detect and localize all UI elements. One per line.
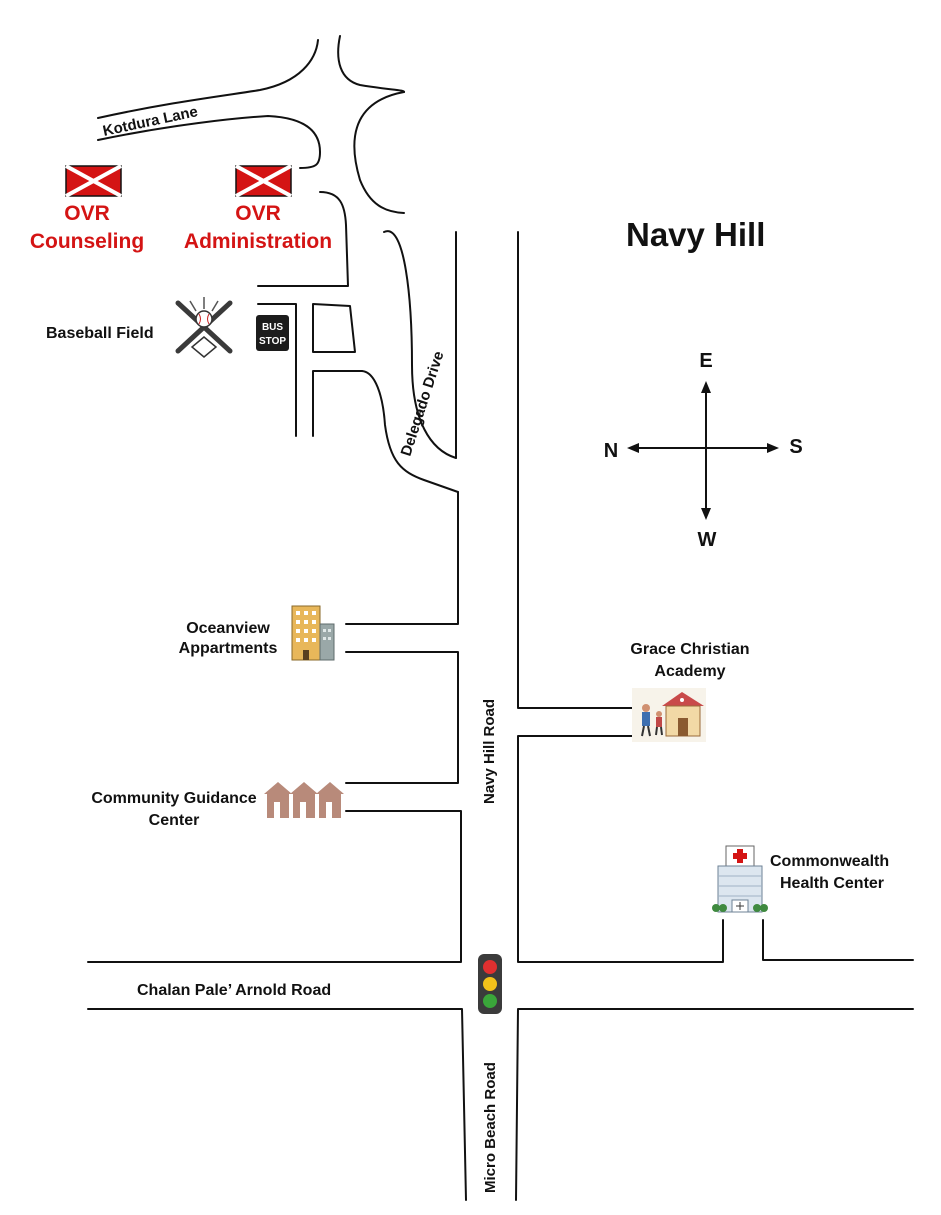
- red-x-flag-icon: [236, 166, 291, 196]
- ovr-administration-label-line2: Administration: [183, 230, 333, 253]
- compass: [604, 350, 803, 551]
- oceanview-label-line1: Oceanview: [186, 620, 270, 637]
- navy-hill-road-east-edge-top: [518, 232, 632, 708]
- community-guidance-label-line1: Community Guidance: [91, 790, 257, 807]
- chalan-road-west-south-edge: [88, 1009, 466, 1200]
- upper-road-west-edge: [338, 36, 404, 92]
- commonwealth-health-label-line1: Commonwealth: [770, 853, 890, 870]
- traffic-light-icon: [478, 954, 502, 1014]
- health-center-street: [763, 920, 913, 960]
- compass-top-label: E: [699, 350, 713, 372]
- compass-left-label: N: [603, 440, 619, 462]
- kotdura-lane-label: Kotdura Lane: [101, 103, 200, 140]
- community-guidance-label-line2: Center: [148, 812, 200, 829]
- grace-christian-label-line1: Grace Christian: [630, 641, 750, 658]
- ovr-counseling-label-line2: Counseling: [29, 230, 145, 253]
- chalan-road-east-south-edge: [516, 1009, 913, 1200]
- delegado-drive-label: Delegado Drive: [397, 349, 448, 459]
- micro-beach-road-label: Micro Beach Road: [482, 1062, 499, 1193]
- navy-hill-road-west-edge-mid: [346, 492, 458, 624]
- guidance-street: [88, 811, 461, 962]
- houses-icon: [264, 782, 344, 818]
- ovr-administration-label-line1: OVR: [235, 202, 281, 225]
- red-x-flag-icon: [66, 166, 121, 196]
- compass-arrow-down: [701, 508, 711, 520]
- academy-street: [518, 736, 723, 962]
- bus-stop-sign-icon: [256, 315, 289, 351]
- stadium-lot-north: [313, 304, 355, 352]
- road-network: [88, 36, 913, 1200]
- compass-arrow-up: [701, 381, 711, 393]
- apartment-building-icon: [292, 606, 334, 660]
- compass-arrow-right: [767, 443, 779, 453]
- map-title: Navy Hill: [626, 216, 766, 253]
- traffic-light-yellow: [483, 977, 497, 991]
- oceanview-label-line2: Appartments: [178, 640, 278, 657]
- ovr-counseling-label-line1: OVR: [64, 202, 110, 225]
- upper-road-east-edge: [354, 92, 404, 213]
- chalan-road-label: Chalan Pale’ Arnold Road: [137, 982, 332, 999]
- traffic-light-green: [483, 994, 497, 1008]
- school-icon: [632, 688, 706, 742]
- baseball-field-label: Baseball Field: [46, 325, 154, 342]
- compass-right-label: S: [789, 436, 803, 458]
- stadium-road-inner: [313, 371, 362, 436]
- baseball-icon: [178, 297, 230, 357]
- bus-stop-label-line1: BUS: [261, 322, 284, 333]
- kotdura-lane-south-edge: [98, 40, 318, 118]
- traffic-light-red: [483, 960, 497, 974]
- compass-arrow-left: [627, 443, 639, 453]
- compass-bottom-label: W: [697, 529, 717, 551]
- navy-hill-road-label: Navy Hill Road: [481, 698, 498, 804]
- bus-stop-label-line2: STOP: [258, 336, 287, 347]
- oceanview-street: [346, 652, 458, 783]
- hospital-icon: [712, 846, 768, 912]
- commonwealth-health-label-line2: Health Center: [780, 875, 885, 892]
- grace-christian-label-line2: Academy: [654, 663, 726, 680]
